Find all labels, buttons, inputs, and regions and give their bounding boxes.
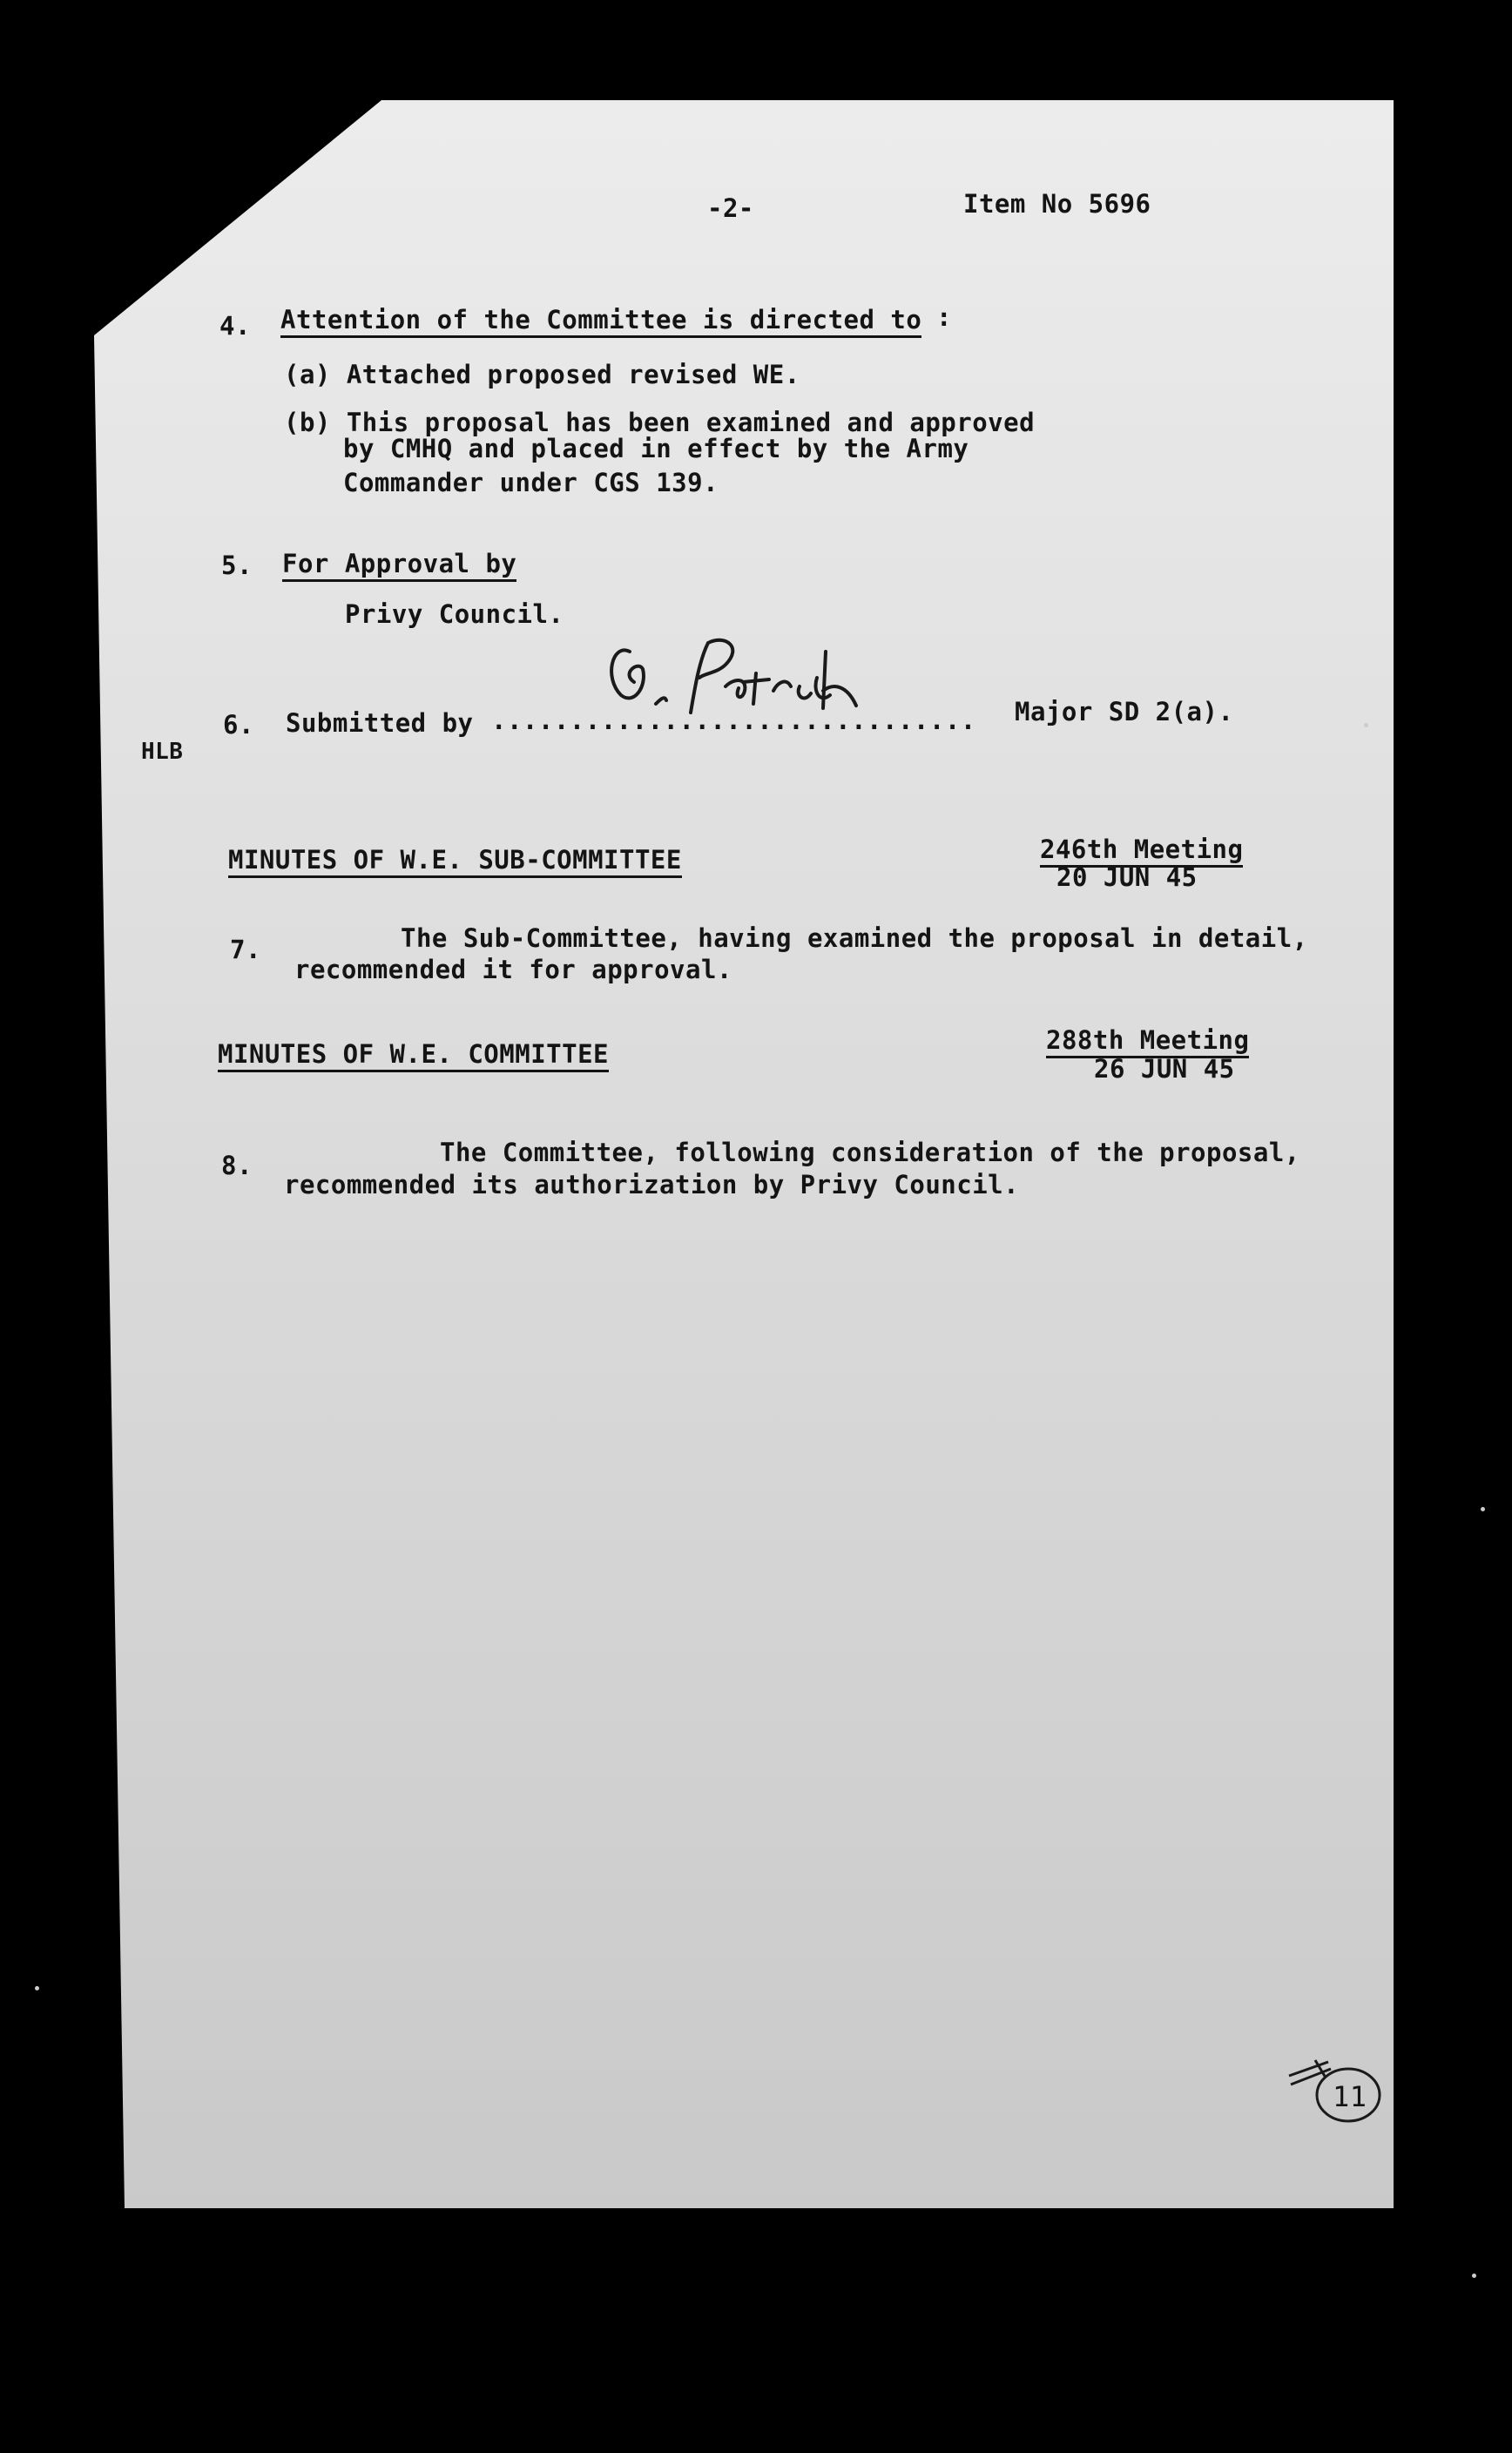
scan-speck	[1472, 2274, 1476, 2278]
para6-number: 6.	[223, 710, 254, 740]
para8-line2: recommended its authorization by Privy Council.	[284, 1170, 1020, 1199]
para8-line1: The Committee, following consideration of the proposal,	[440, 1138, 1300, 1167]
para6-label: Submitted by	[286, 708, 474, 738]
para4-heading: Attention of the Committee is directed to	[280, 305, 921, 338]
subcommittee-title: MINUTES OF W.E. SUB-COMMITTEE	[228, 845, 682, 878]
para7-number: 7.	[230, 935, 261, 964]
committee-meeting: 288th Meeting	[1046, 1025, 1249, 1058]
para4-item-b-line3: Commander under CGS 139.	[343, 468, 719, 497]
para7-line1: The Sub-Committee, having examined the proposal in detail,	[401, 923, 1308, 953]
para5-body: Privy Council.	[345, 599, 564, 629]
committee-date: 26 JUN 45	[1094, 1054, 1235, 1084]
scan-speck	[1364, 723, 1368, 727]
para4-item-a: (a) Attached proposed revised WE.	[284, 360, 800, 389]
para4-number: 4.	[219, 311, 251, 341]
subcommittee-date: 20 JUN 45	[1056, 862, 1198, 892]
para7-line2: recommended it for approval.	[294, 955, 732, 984]
para4-heading-colon: :	[936, 302, 952, 332]
para6-dotted-line: ...............................	[491, 706, 976, 735]
para5-heading: For Approval by	[282, 549, 516, 582]
para4-item-b-line1: (b) This proposal has been examined and approved	[284, 408, 1036, 437]
subcommittee-meeting: 246th Meeting	[1040, 835, 1243, 868]
para8-number: 8.	[221, 1151, 253, 1180]
folio-number: 11	[1333, 2080, 1367, 2113]
para4-item-b-line2: by CMHQ and placed in effect by the Army	[343, 434, 969, 463]
page-number: -2-	[707, 193, 754, 223]
para5-number: 5.	[221, 551, 253, 580]
item-number: Item No 5696	[963, 189, 1151, 219]
committee-title: MINUTES OF W.E. COMMITTEE	[218, 1039, 609, 1072]
para6-rank: Major SD 2(a).	[1015, 697, 1234, 726]
scan-speck	[1481, 1507, 1485, 1511]
handwritten-signature	[595, 625, 891, 730]
scan-speck	[35, 1986, 39, 1990]
typist-initials: HLB	[141, 739, 184, 765]
